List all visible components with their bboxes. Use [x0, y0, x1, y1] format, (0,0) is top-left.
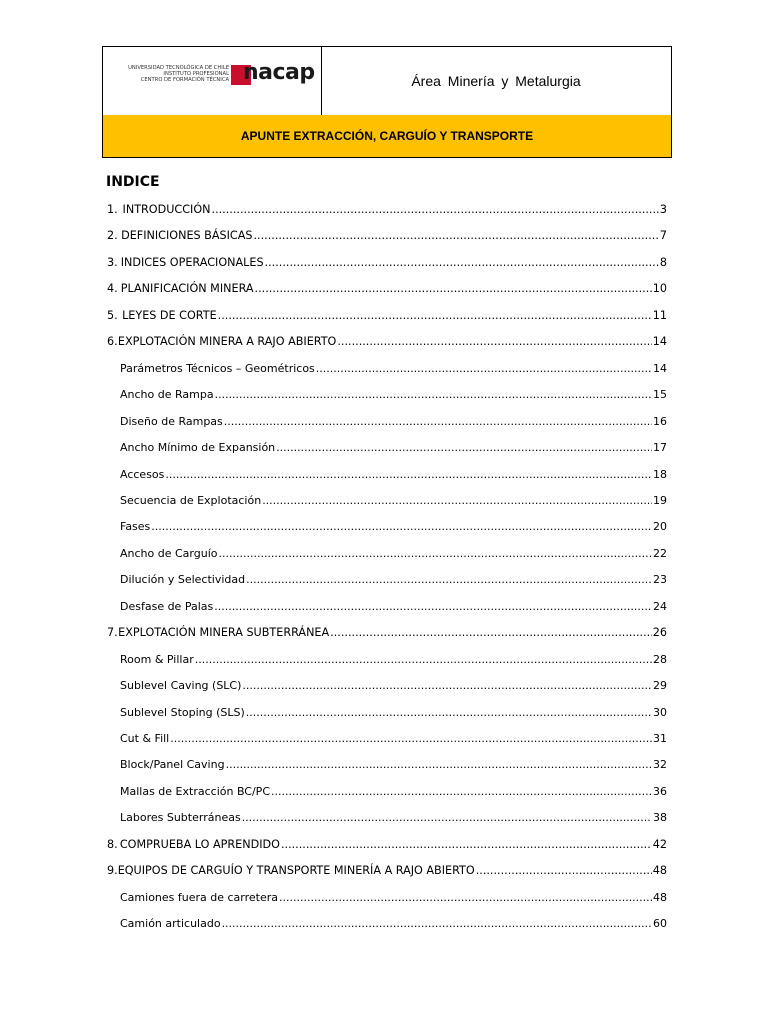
toc-entry-page: 48 — [653, 891, 667, 904]
toc-entry-label: Secuencia de Explotación — [120, 494, 262, 507]
toc-entry-label: EXPLOTACIÓN MINERA SUBTERRÁNEA — [118, 626, 330, 639]
toc-entry-label: Camión articulado — [120, 917, 221, 930]
toc-leader-dots — [476, 864, 652, 877]
toc-entry-page: 11 — [652, 309, 667, 322]
toc-entry-label: Sublevel Stoping (SLS) — [120, 706, 245, 719]
toc-leader-dots — [246, 573, 652, 586]
toc-leader-dots — [218, 547, 652, 560]
toc-entry-label: Labores Subterráneas — [120, 811, 241, 824]
toc-entry[interactable] — [120, 811, 667, 827]
toc-entry-label: Ancho Mínimo de Expansión — [120, 441, 276, 454]
toc-entry[interactable] — [120, 653, 667, 669]
toc-leader-dots — [316, 362, 652, 375]
toc-entry-label: Desfase de Palas — [120, 600, 214, 613]
toc-leader-dots — [276, 441, 652, 454]
toc-entry[interactable] — [120, 520, 667, 536]
toc-entry-number: 8. — [107, 838, 118, 851]
toc-entry-page: 8 — [659, 256, 667, 269]
toc-leader-dots — [279, 891, 652, 904]
document-header — [102, 46, 672, 158]
university-line: INSTITUTO PROFESIONAL — [163, 71, 229, 77]
university-lines — [117, 65, 229, 83]
header-top-row — [103, 47, 671, 116]
toc-leader-dots — [246, 706, 652, 719]
toc-entry[interactable] — [120, 547, 667, 563]
toc-entry[interactable] — [107, 282, 667, 298]
toc-entry-label: Camiones fuera de carretera — [120, 891, 279, 904]
toc-entry-page: 48 — [652, 864, 667, 877]
toc-entry-label: Cut & Fill — [120, 732, 170, 745]
subject-title: APUNTE EXTRACCIÓN, CARGUÍO Y TRANSPORTE — [103, 115, 671, 157]
toc-entry-number: 6. — [107, 335, 118, 348]
toc-leader-dots — [330, 626, 652, 639]
toc-entry[interactable] — [120, 388, 667, 404]
toc-leader-dots — [265, 256, 659, 269]
toc-entry[interactable] — [120, 891, 667, 907]
toc-entry-page: 3 — [659, 203, 667, 216]
toc-entry[interactable] — [107, 626, 667, 642]
toc-entry-page: 14 — [653, 362, 667, 375]
toc-leader-dots — [242, 679, 652, 692]
toc-leader-dots — [271, 785, 652, 798]
toc-entry-page: 22 — [653, 547, 667, 560]
toc-entry[interactable] — [120, 573, 667, 589]
toc-entry-page: 7 — [659, 229, 667, 242]
toc-entry[interactable] — [120, 917, 667, 933]
toc-entry[interactable] — [107, 864, 667, 880]
toc-entry-label: EXPLOTACIÓN MINERA A RAJO ABIERTO — [117, 335, 337, 348]
toc-leader-dots — [170, 732, 652, 745]
toc-leader-dots — [218, 309, 652, 322]
toc-entry-label: Block/Panel Caving — [120, 758, 225, 771]
toc-entry-page: 29 — [653, 679, 667, 692]
toc-entry[interactable] — [120, 415, 667, 431]
toc-entry-page: 24 — [653, 600, 667, 613]
toc-entry-page: 60 — [653, 917, 667, 930]
toc-entry-number: 5. — [107, 309, 118, 322]
toc-entry[interactable] — [120, 600, 667, 616]
toc-entry-page: 14 — [652, 335, 667, 348]
toc-entry-label: LEYES DE CORTE — [122, 309, 217, 322]
toc-entry[interactable] — [120, 441, 667, 457]
toc-entry-page: 15 — [653, 388, 667, 401]
toc-entry-label: Room & Pillar — [120, 653, 194, 666]
toc-leader-dots — [165, 468, 652, 481]
toc-entry-label: Mallas de Extracción BC/PC — [120, 785, 270, 798]
toc-entry-page: 28 — [653, 653, 667, 666]
toc-entry[interactable] — [107, 335, 667, 351]
toc-leader-dots — [337, 335, 651, 348]
toc-entry-label: Accesos — [120, 468, 165, 481]
toc-leader-dots — [224, 415, 652, 428]
toc-entry[interactable] — [107, 256, 667, 272]
toc-entry-number: 9. — [107, 864, 118, 877]
toc-entry-page: 26 — [652, 626, 667, 639]
toc-leader-dots — [212, 203, 659, 216]
toc-entry-label: Dilución y Selectividad — [120, 573, 246, 586]
toc-entry-label: INDICES OPERACIONALES — [120, 256, 264, 269]
university-line: CENTRO DE FORMACIÓN TÉCNICA — [140, 77, 229, 83]
inacap-logo-text: nacap — [243, 60, 315, 85]
logo-cell — [103, 47, 322, 115]
toc-entry-page: 42 — [652, 838, 667, 851]
toc-entry[interactable] — [107, 838, 667, 854]
toc-leader-dots — [226, 758, 652, 771]
toc-entry-label: COMPRUEBA LO APRENDIDO — [119, 838, 280, 851]
toc-entry-page: 23 — [653, 573, 667, 586]
toc-entry-label: DEFINICIONES BÁSICAS — [121, 229, 253, 242]
toc-entry-number: 3. — [107, 256, 118, 269]
toc-entry[interactable] — [107, 203, 667, 219]
toc-entry-label: Parámetros Técnicos – Geométricos — [120, 362, 315, 375]
toc-entry[interactable] — [120, 679, 667, 695]
toc-entry-number: 1. — [107, 203, 118, 216]
toc-entry-label: Diseño de Rampas — [120, 415, 223, 428]
toc-leader-dots — [281, 838, 652, 851]
toc-leader-dots — [253, 229, 658, 242]
toc-entry[interactable] — [120, 785, 667, 801]
toc-entry-page: 10 — [652, 282, 667, 295]
index-title: INDICE — [106, 174, 160, 190]
toc-leader-dots — [195, 653, 652, 666]
toc-leader-dots — [214, 600, 652, 613]
toc-entry-page: 30 — [653, 706, 667, 719]
toc-entry-page: 16 — [653, 415, 667, 428]
toc-entry-page: 31 — [653, 732, 667, 745]
area-title: Área Minería y Metalurgia — [411, 73, 581, 89]
toc-entry-page: 18 — [653, 468, 667, 481]
toc-entry[interactable] — [120, 362, 667, 378]
toc-entry[interactable] — [120, 706, 667, 722]
toc-entry-number: 2. — [107, 229, 118, 242]
toc-leader-dots — [215, 388, 652, 401]
toc-entry-number: 4. — [107, 282, 118, 295]
toc-entry-label: Ancho de Rampa — [120, 388, 214, 401]
toc-entry-label: Sublevel Caving (SLC) — [120, 679, 242, 692]
toc-entry-label: Ancho de Carguío — [120, 547, 218, 560]
toc-leader-dots — [262, 494, 652, 507]
toc-leader-dots — [151, 520, 652, 533]
toc-entry[interactable] — [107, 309, 667, 325]
toc-leader-dots — [242, 811, 652, 824]
toc-entry[interactable] — [107, 229, 667, 245]
toc-leader-dots — [222, 917, 652, 930]
toc-entry-label: EQUIPOS DE CARGUÍO Y TRANSPORTE MINERÍA A RAJO ABIERTO — [117, 864, 475, 877]
toc-entry[interactable] — [120, 494, 667, 510]
toc-entry[interactable] — [120, 758, 667, 774]
toc-entry-page: 19 — [653, 494, 667, 507]
toc-entry[interactable] — [120, 468, 667, 484]
toc-entry-page: 36 — [653, 785, 667, 798]
toc-entry-page: 17 — [653, 441, 667, 454]
toc-leader-dots — [255, 282, 652, 295]
toc-entry-number: 7. — [107, 626, 118, 639]
toc-entry-page: 32 — [653, 758, 667, 771]
toc-entry-label: PLANIFICACIÓN MINERA — [120, 282, 254, 295]
toc-entry-label: INTRODUCCIÓN — [122, 203, 211, 216]
toc-entry[interactable] — [120, 732, 667, 748]
university-line: UNIVERSIDAD TECNOLÓGICA DE CHILE — [128, 65, 229, 71]
toc-entry-page: 20 — [653, 520, 667, 533]
toc-entry-page: 38 — [653, 811, 667, 824]
toc-entry-label: Fases — [120, 520, 151, 533]
